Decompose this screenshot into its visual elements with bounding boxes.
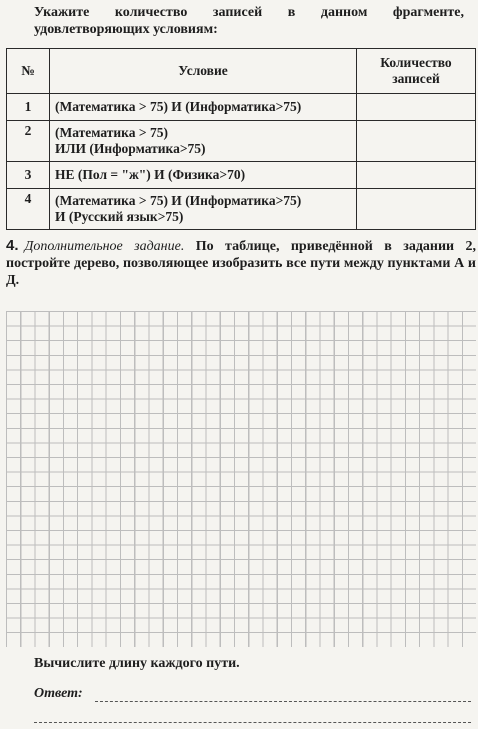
condition-line: (Математика > 75) — [55, 125, 168, 140]
task-number: 4. — [6, 237, 19, 254]
row-count-cell[interactable] — [357, 189, 476, 230]
row-count-cell[interactable] — [357, 162, 476, 189]
col-count-header: Количество записей — [357, 49, 476, 94]
row-number: 3 — [7, 162, 50, 189]
task-label: Дополнительное задание. — [24, 239, 185, 254]
condition-line: (Математика > 75) И (Информатика>75) — [55, 99, 302, 114]
answer-label: Ответ: — [34, 686, 83, 701]
row-condition — [50, 94, 357, 121]
table-row — [7, 94, 476, 121]
table-row — [7, 162, 476, 189]
row-number: 2 — [7, 121, 50, 162]
table-row — [7, 121, 476, 162]
intro-text: Укажите количество записей в данном фрагменте, удовлетворяющих условиям: — [34, 5, 464, 37]
condition-line: И (Русский язык>75) — [55, 209, 184, 224]
condition-line: ИЛИ (Информатика>75) — [55, 141, 206, 156]
conditions-table — [6, 48, 476, 230]
task-text: По таблице, приведённой в задании 2, постройте дерево, позволяющее изобразить все пути между пунктами А и Д. — [6, 239, 477, 288]
row-count-cell[interactable] — [357, 94, 476, 121]
row-condition — [50, 121, 357, 162]
row-count-cell[interactable] — [357, 121, 476, 162]
table-header-row — [7, 49, 476, 94]
table-row — [7, 189, 476, 230]
answer-grid[interactable] — [6, 311, 476, 647]
row-condition — [50, 162, 357, 189]
answer-line[interactable] — [95, 701, 471, 702]
answer-line[interactable] — [34, 722, 471, 723]
task-4 — [6, 237, 476, 289]
row-number: 1 — [7, 94, 50, 121]
row-number: 4 — [7, 189, 50, 230]
condition-line: НЕ (Пол = "ж") И (Физика>70) — [55, 167, 246, 182]
col-condition-header: Условие — [50, 49, 357, 94]
col-num-header: № — [7, 49, 50, 94]
row-condition — [50, 189, 357, 230]
question-text: Вычислите длину каждого пути. — [34, 656, 240, 671]
condition-line: (Математика > 75) И (Информатика>75) — [55, 193, 302, 208]
